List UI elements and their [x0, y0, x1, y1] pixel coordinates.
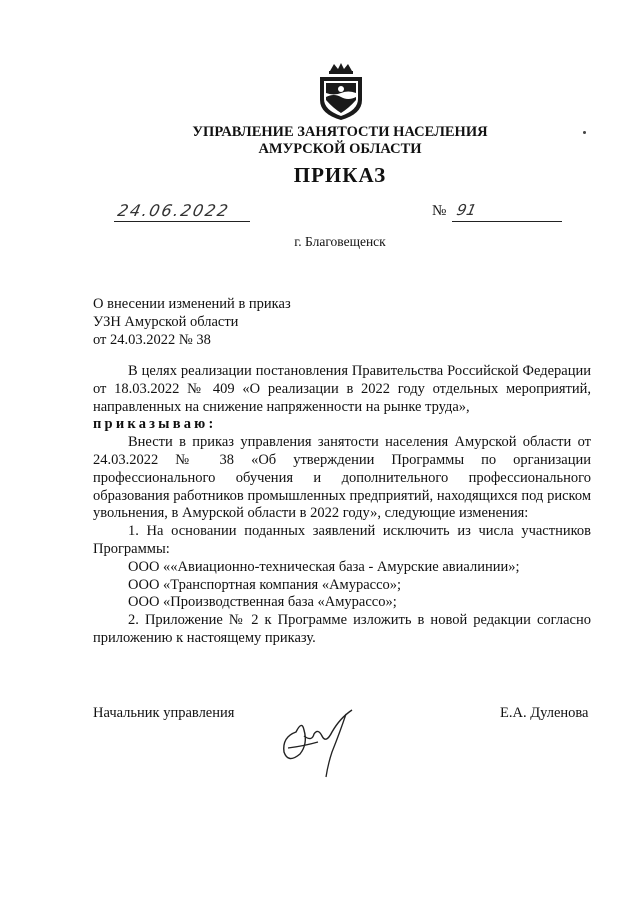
number-underline — [452, 221, 562, 222]
excluded-org-1: ООО ««Авиационно-техническая база - Амурские авиалинии»; — [128, 558, 520, 575]
coat-of-arms-emblem — [316, 62, 366, 122]
document-title: ПРИКАЗ — [293, 163, 387, 187]
order-word: приказываю: — [93, 416, 217, 433]
intro-paragraph: Внести в приказ управления занятости населения Амурской области от 24.03.2022 № 38 «Об утверждении Программы по организации профессионального обучения и дополнительного профессионального образования работников промышленных предприятий, находящихся под риском увольнения, в Амурской области в 2022 году», следующие изменения: — [93, 434, 591, 522]
city: г. Благовещенск — [294, 234, 386, 249]
handwritten-signature — [274, 692, 374, 782]
signer-position: Начальник управления — [93, 705, 235, 721]
date-underline — [114, 221, 250, 222]
subject-line1: О внесении изменений в приказ — [93, 296, 291, 312]
preamble-paragraph: В целях реализации постановления Правительства Российской Федерации от 18.03.2022 № 409 «О реализации в 2022 году отдельных мероприятий, направленных на снижение напряженности на рынке труда», — [93, 363, 591, 415]
number-sign: № — [432, 203, 447, 219]
subject-line3: от 24.03.2022 № 38 — [93, 332, 211, 348]
org-name-line1: УПРАВЛЕНИЕ ЗАНЯТОСТИ НАСЕЛЕНИЯ — [192, 124, 488, 140]
signer-name: Е.А. Дуленова — [500, 705, 589, 721]
order-number: 91 — [455, 201, 479, 219]
subject-line2: УЗН Амурской области — [93, 314, 239, 330]
excluded-org-2: ООО «Транспортная компания «Амурассо»; — [128, 576, 402, 593]
item-2: 2. Приложение № 2 к Программе изложить в новой редакции согласно приложению к настоящему приказу. — [93, 612, 591, 646]
item-1: 1. На основании поданных заявлений исключить из числа участников Программы: — [93, 523, 591, 557]
order-body — [93, 363, 591, 648]
excluded-org-3: ООО «Производственная база «Амурассо»; — [128, 594, 397, 611]
org-name-line2: АМУРСКОЙ ОБЛАСТИ — [258, 141, 422, 157]
order-date: 24.06.2022 — [115, 201, 232, 220]
subject-block — [93, 295, 291, 349]
